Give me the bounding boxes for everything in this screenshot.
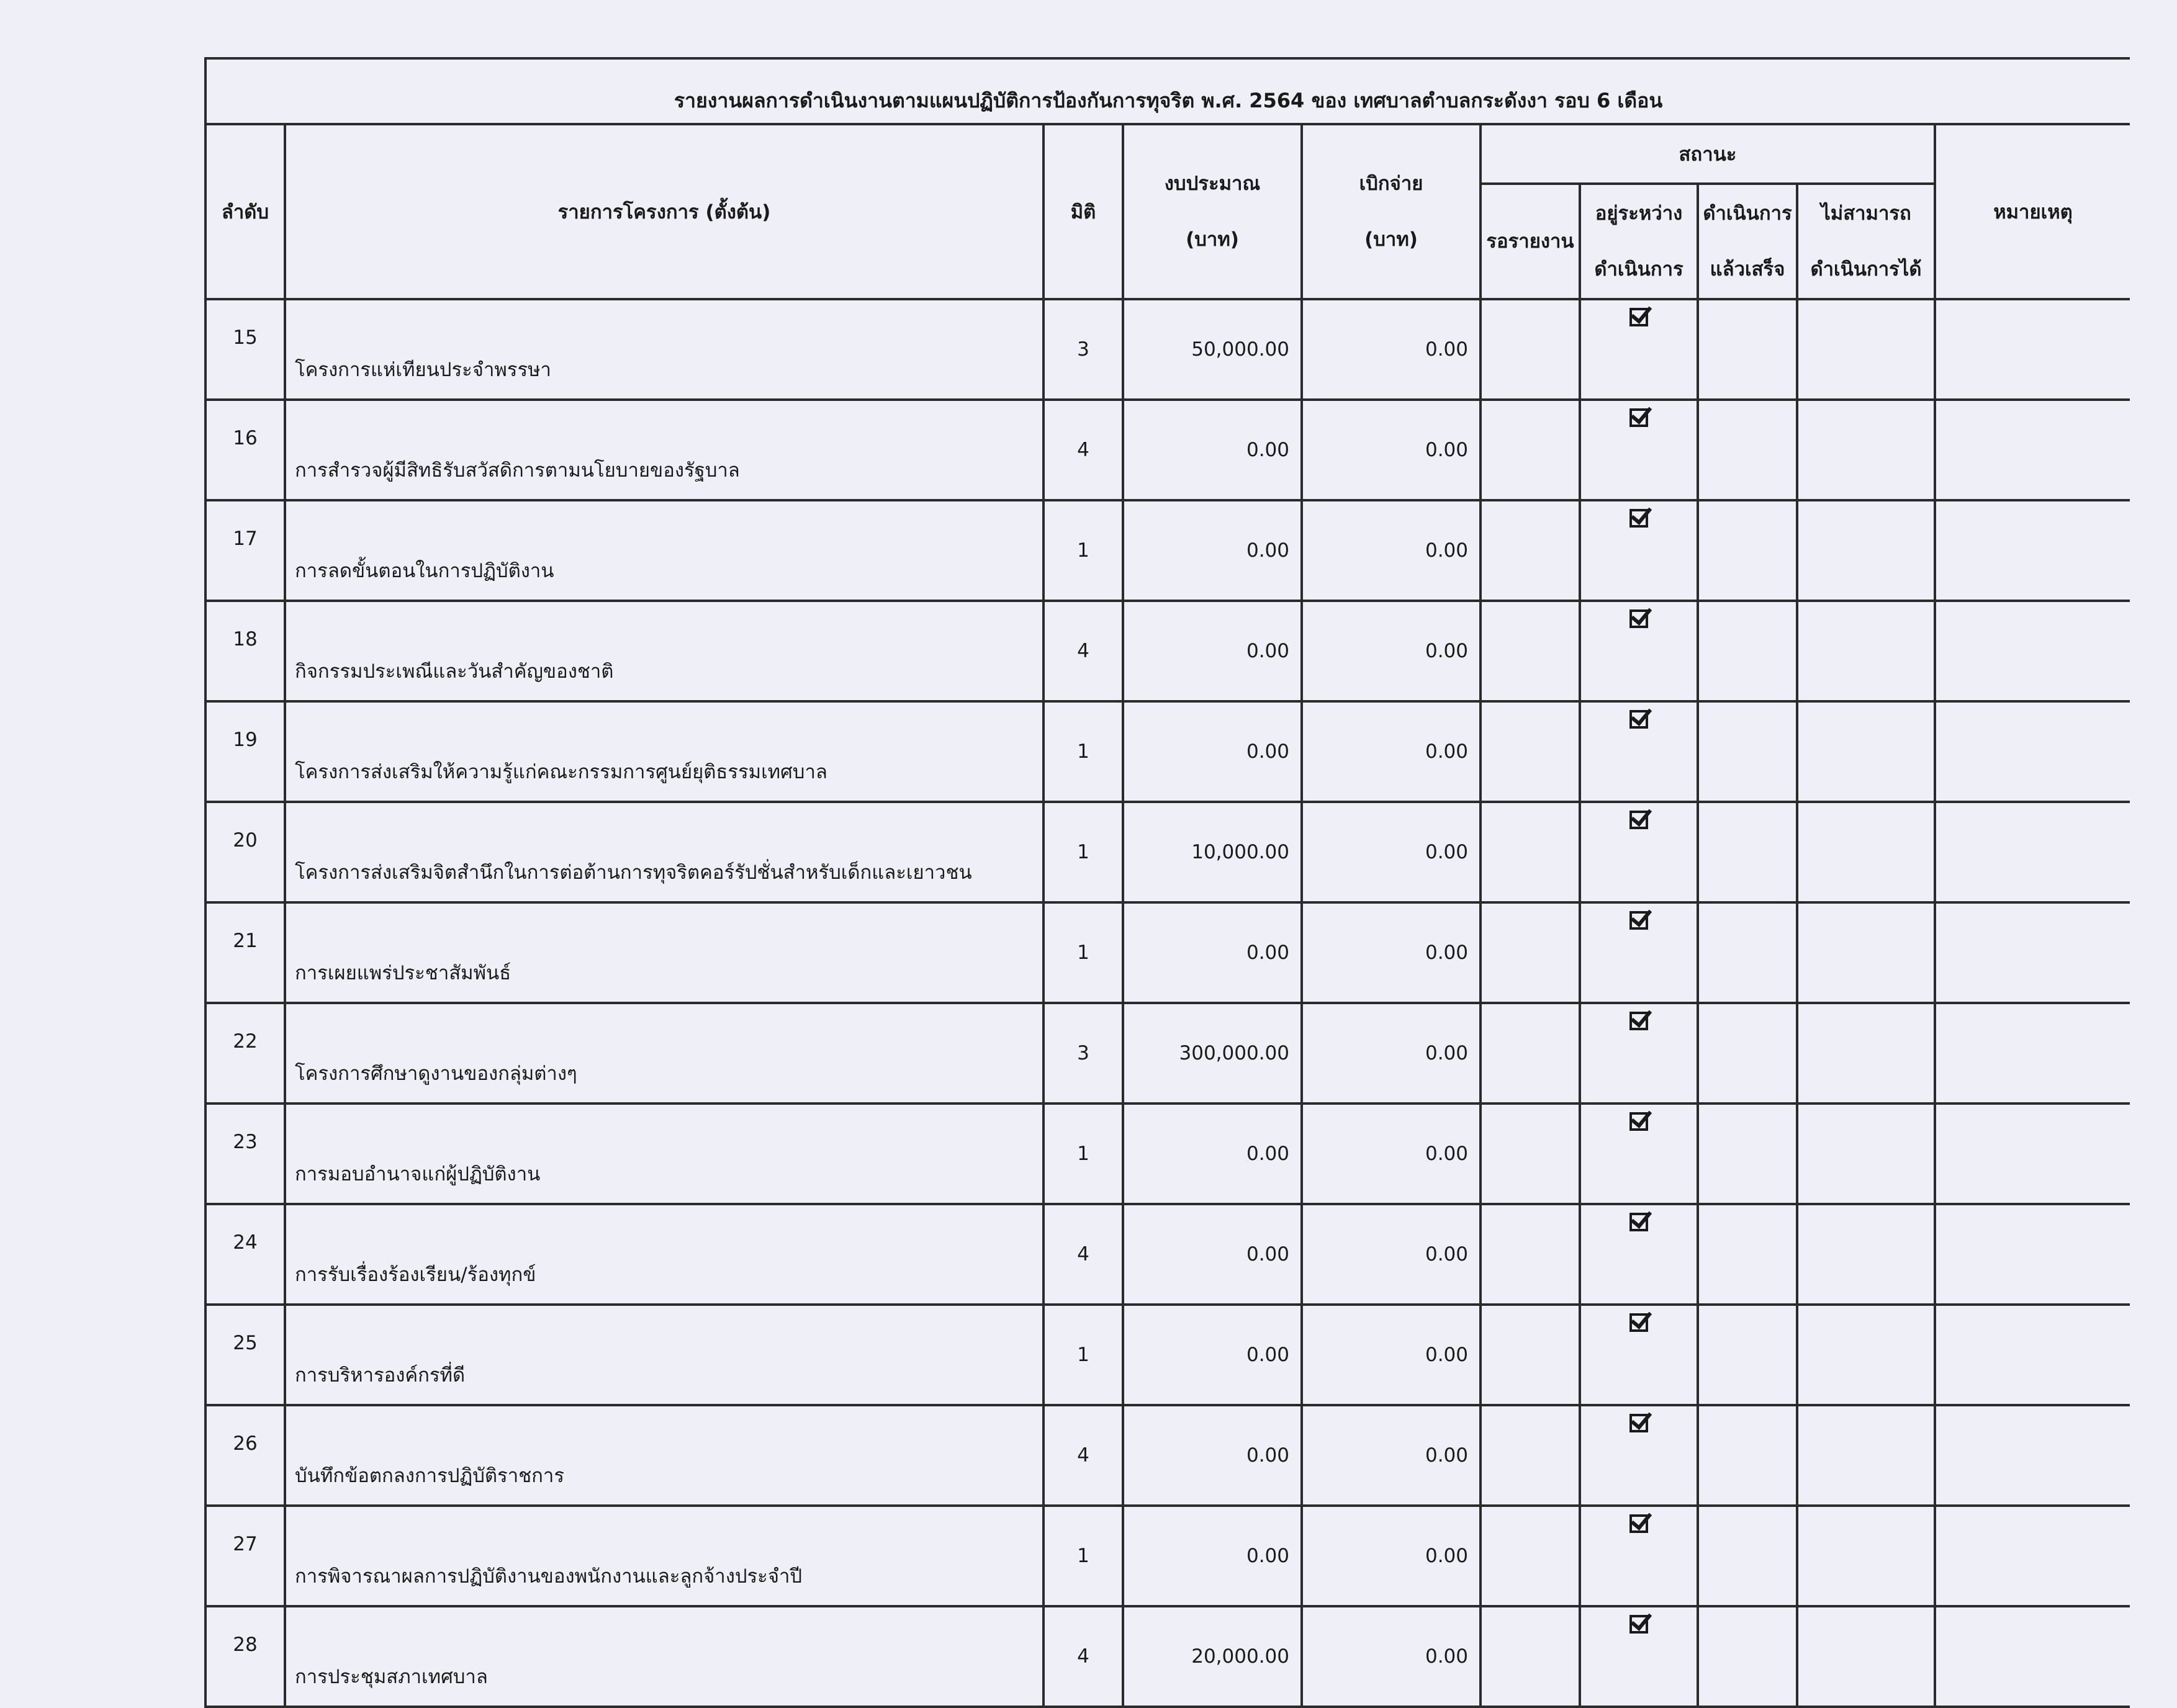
header-status-done-line1: ดำเนินการ <box>1703 202 1792 225</box>
checkbox-checked-icon <box>1629 609 1648 628</box>
table-row <box>205 400 2130 500</box>
status-done-cell <box>1698 701 1797 802</box>
dimension-value: 1 <box>1043 701 1123 802</box>
budget-value: 0.00 <box>1123 902 1302 1003</box>
paid-value: 0.00 <box>1302 601 1481 701</box>
status-waiting-cell <box>1481 1103 1580 1204</box>
status-progress-cell <box>1580 500 1698 601</box>
header-status-fail <box>1797 184 1935 299</box>
project-name: โครงการส่งเสริมจิตสำนึกในการต่อต้านการทุจริตคอร์รัปชั่นสำหรับเด็กและเยาวชน <box>285 802 1043 902</box>
dimension-value: 3 <box>1043 299 1123 400</box>
status-progress-cell <box>1580 299 1698 400</box>
table-row <box>205 1305 2130 1405</box>
status-done-cell <box>1698 1506 1797 1606</box>
header-status-fail-line1: ไม่สามารถ <box>1821 202 1911 225</box>
paid-value: 0.00 <box>1302 1506 1481 1606</box>
status-fail-cell <box>1797 1204 1935 1305</box>
budget-value: 0.00 <box>1123 1305 1302 1405</box>
checkbox-checked-icon <box>1629 308 1648 326</box>
dimension-value: 4 <box>1043 1204 1123 1305</box>
status-done-cell <box>1698 1103 1797 1204</box>
dimension-value: 1 <box>1043 802 1123 902</box>
header-budget-line2: (บาท) <box>1186 228 1239 251</box>
project-name: บันทึกข้อตกลงการปฏิบัติราชการ <box>285 1405 1043 1506</box>
status-progress-cell <box>1580 400 1698 500</box>
status-waiting-cell <box>1481 601 1580 701</box>
budget-value: 0.00 <box>1123 701 1302 802</box>
status-waiting-cell <box>1481 400 1580 500</box>
status-fail-cell <box>1797 701 1935 802</box>
dimension-value: 4 <box>1043 1606 1123 1707</box>
row-number: 25 <box>205 1305 285 1405</box>
checkbox-checked-icon <box>1629 1615 1648 1634</box>
status-waiting-cell <box>1481 500 1580 601</box>
dimension-value: 4 <box>1043 601 1123 701</box>
row-number: 28 <box>205 1606 285 1707</box>
checkbox-checked-icon <box>1629 1313 1648 1332</box>
status-done-cell <box>1698 1405 1797 1506</box>
note-cell <box>1935 1506 2130 1606</box>
status-waiting-cell <box>1481 1204 1580 1305</box>
status-waiting-cell <box>1481 701 1580 802</box>
row-number: 16 <box>205 400 285 500</box>
header-paid-line1: เบิกจ่าย <box>1359 173 1423 195</box>
row-number: 15 <box>205 299 285 400</box>
header-status-fail-line2: ดำเนินการได้ <box>1810 258 1922 281</box>
header-budget-line1: งบประมาณ <box>1164 173 1261 195</box>
status-fail-cell <box>1797 1606 1935 1707</box>
project-name: การสำรวจผู้มีสิทธิรับสวัสดิการตามนโยบายของรัฐบาล <box>285 400 1043 500</box>
dimension-value: 1 <box>1043 1103 1123 1204</box>
header-no: ลำดับ <box>205 124 285 299</box>
status-done-cell <box>1698 1204 1797 1305</box>
budget-value: 0.00 <box>1123 400 1302 500</box>
note-cell <box>1935 299 2130 400</box>
project-name: กิจกรรมประเพณีและวันสำคัญของชาติ <box>285 601 1043 701</box>
paid-value: 0.00 <box>1302 1305 1481 1405</box>
checkbox-checked-icon <box>1629 710 1648 729</box>
project-name: การประชุมสภาเทศบาล <box>285 1606 1043 1707</box>
row-number: 19 <box>205 701 285 802</box>
note-cell <box>1935 701 2130 802</box>
status-fail-cell <box>1797 1103 1935 1204</box>
table-row <box>205 802 2130 902</box>
row-number: 26 <box>205 1405 285 1506</box>
paid-value: 0.00 <box>1302 500 1481 601</box>
table-row <box>205 1103 2130 1204</box>
budget-value: 0.00 <box>1123 1204 1302 1305</box>
status-done-cell <box>1698 1305 1797 1405</box>
table-row <box>205 902 2130 1003</box>
checkbox-checked-icon <box>1629 1414 1648 1432</box>
budget-value: 10,000.00 <box>1123 802 1302 902</box>
status-fail-cell <box>1797 601 1935 701</box>
note-cell <box>1935 1405 2130 1506</box>
paid-value: 0.00 <box>1302 299 1481 400</box>
note-cell <box>1935 601 2130 701</box>
dimension-value: 3 <box>1043 1003 1123 1103</box>
note-cell <box>1935 500 2130 601</box>
note-cell <box>1935 1606 2130 1707</box>
note-cell <box>1935 1103 2130 1204</box>
status-progress-cell <box>1580 1305 1698 1405</box>
status-waiting-cell <box>1481 902 1580 1003</box>
header-budget <box>1123 124 1302 299</box>
project-name: โครงการศึกษาดูงานของกลุ่มต่างๆ <box>285 1003 1043 1103</box>
project-name: การพิจารณาผลการปฏิบัติงานของพนักงานและลูกจ้างประจำปี <box>285 1506 1043 1606</box>
project-name: การรับเรื่องร้องเรียน/ร้องทุกข์ <box>285 1204 1043 1305</box>
status-fail-cell <box>1797 500 1935 601</box>
status-fail-cell <box>1797 299 1935 400</box>
paid-value: 0.00 <box>1302 400 1481 500</box>
checkbox-checked-icon <box>1629 811 1648 829</box>
paid-value: 0.00 <box>1302 902 1481 1003</box>
dimension-value: 1 <box>1043 1506 1123 1606</box>
header-note: หมายเหตุ <box>1935 124 2130 299</box>
header-paid-line2: (บาท) <box>1364 228 1418 251</box>
table-row <box>205 1506 2130 1606</box>
dimension-value: 1 <box>1043 902 1123 1003</box>
row-number: 23 <box>205 1103 285 1204</box>
row-number: 22 <box>205 1003 285 1103</box>
status-progress-cell <box>1580 802 1698 902</box>
status-waiting-cell <box>1481 299 1580 400</box>
paid-value: 0.00 <box>1302 1405 1481 1506</box>
status-progress-cell <box>1580 1506 1698 1606</box>
status-progress-cell <box>1580 902 1698 1003</box>
status-fail-cell <box>1797 1305 1935 1405</box>
row-number: 17 <box>205 500 285 601</box>
table-body <box>205 299 2130 1707</box>
budget-value: 50,000.00 <box>1123 299 1302 400</box>
paid-value: 0.00 <box>1302 1204 1481 1305</box>
status-done-cell <box>1698 299 1797 400</box>
paid-value: 0.00 <box>1302 1103 1481 1204</box>
project-name: การลดขั้นตอนในการปฏิบัติงาน <box>285 500 1043 601</box>
budget-value: 0.00 <box>1123 1103 1302 1204</box>
header-dimension: มิติ <box>1043 124 1123 299</box>
status-progress-cell <box>1580 1003 1698 1103</box>
paid-value: 0.00 <box>1302 802 1481 902</box>
header-status-progress-line2: ดำเนินการ <box>1594 258 1683 281</box>
status-fail-cell <box>1797 400 1935 500</box>
table-row <box>205 1405 2130 1506</box>
header-status-done <box>1698 184 1797 299</box>
project-name: โครงการส่งเสริมให้ความรู้แก่คณะกรรมการศูนย์ยุติธรรมเทศบาล <box>285 701 1043 802</box>
note-cell <box>1935 802 2130 902</box>
table-row <box>205 701 2130 802</box>
status-progress-cell <box>1580 1606 1698 1707</box>
header-status-done-line2: แล้วเสร็จ <box>1710 258 1785 281</box>
table-row <box>205 1204 2130 1305</box>
report-table <box>204 57 2130 1708</box>
project-name: การมอบอำนาจแก่ผู้ปฏิบัติงาน <box>285 1103 1043 1204</box>
project-name: การเผยแพร่ประชาสัมพันธ์ <box>285 902 1043 1003</box>
status-fail-cell <box>1797 802 1935 902</box>
dimension-value: 1 <box>1043 500 1123 601</box>
status-fail-cell <box>1797 1506 1935 1606</box>
note-cell <box>1935 1305 2130 1405</box>
dimension-value: 4 <box>1043 1405 1123 1506</box>
note-cell <box>1935 400 2130 500</box>
status-waiting-cell <box>1481 802 1580 902</box>
status-progress-cell <box>1580 601 1698 701</box>
checkbox-checked-icon <box>1629 408 1648 427</box>
checkbox-checked-icon <box>1629 1012 1648 1030</box>
status-waiting-cell <box>1481 1305 1580 1405</box>
header-status: สถานะ <box>1481 124 1935 184</box>
budget-value: 0.00 <box>1123 500 1302 601</box>
project-name: โครงการแห่เทียนประจำพรรษา <box>285 299 1043 400</box>
header-status-progress <box>1580 184 1698 299</box>
header-status-waiting: รอรายงาน <box>1481 184 1580 299</box>
row-number: 21 <box>205 902 285 1003</box>
status-done-cell <box>1698 1606 1797 1707</box>
checkbox-checked-icon <box>1629 1112 1648 1131</box>
project-name: การบริหารองค์กรที่ดี <box>285 1305 1043 1405</box>
table-row <box>205 1003 2130 1103</box>
status-waiting-cell <box>1481 1003 1580 1103</box>
budget-value: 0.00 <box>1123 1506 1302 1606</box>
paid-value: 0.00 <box>1302 1003 1481 1103</box>
status-progress-cell <box>1580 1405 1698 1506</box>
table-row <box>205 1606 2130 1707</box>
paid-value: 0.00 <box>1302 701 1481 802</box>
status-done-cell <box>1698 1003 1797 1103</box>
checkbox-checked-icon <box>1629 1514 1648 1533</box>
table-row <box>205 500 2130 601</box>
paid-value: 0.00 <box>1302 1606 1481 1707</box>
checkbox-checked-icon <box>1629 1213 1648 1231</box>
status-fail-cell <box>1797 1405 1935 1506</box>
status-done-cell <box>1698 400 1797 500</box>
checkbox-checked-icon <box>1629 509 1648 528</box>
status-fail-cell <box>1797 1003 1935 1103</box>
budget-value: 20,000.00 <box>1123 1606 1302 1707</box>
row-number: 27 <box>205 1506 285 1606</box>
status-progress-cell <box>1580 1103 1698 1204</box>
status-progress-cell <box>1580 1204 1698 1305</box>
status-waiting-cell <box>1481 1606 1580 1707</box>
table-row <box>205 299 2130 400</box>
dimension-value: 4 <box>1043 400 1123 500</box>
header-status-progress-line1: อยู่ระหว่าง <box>1595 202 1683 225</box>
status-done-cell <box>1698 500 1797 601</box>
budget-value: 0.00 <box>1123 601 1302 701</box>
status-done-cell <box>1698 601 1797 701</box>
status-done-cell <box>1698 902 1797 1003</box>
note-cell <box>1935 1204 2130 1305</box>
budget-value: 300,000.00 <box>1123 1003 1302 1103</box>
row-number: 20 <box>205 802 285 902</box>
report-title: รายงานผลการดำเนินงานตามแผนปฏิบัติการป้องกันการทุจริต พ.ศ. 2564 ของ เทศบาลตำบลกระดังงา รอบ 6 เดือน <box>205 58 2130 124</box>
budget-value: 0.00 <box>1123 1405 1302 1506</box>
status-done-cell <box>1698 802 1797 902</box>
status-waiting-cell <box>1481 1506 1580 1606</box>
status-fail-cell <box>1797 902 1935 1003</box>
header-project: รายการโครงการ (ตั้งต้น) <box>285 124 1043 299</box>
row-number: 24 <box>205 1204 285 1305</box>
note-cell <box>1935 1003 2130 1103</box>
note-cell <box>1935 902 2130 1003</box>
checkbox-checked-icon <box>1629 911 1648 930</box>
status-progress-cell <box>1580 701 1698 802</box>
header-paid <box>1302 124 1481 299</box>
row-number: 18 <box>205 601 285 701</box>
table-row <box>205 601 2130 701</box>
status-waiting-cell <box>1481 1405 1580 1506</box>
dimension-value: 1 <box>1043 1305 1123 1405</box>
